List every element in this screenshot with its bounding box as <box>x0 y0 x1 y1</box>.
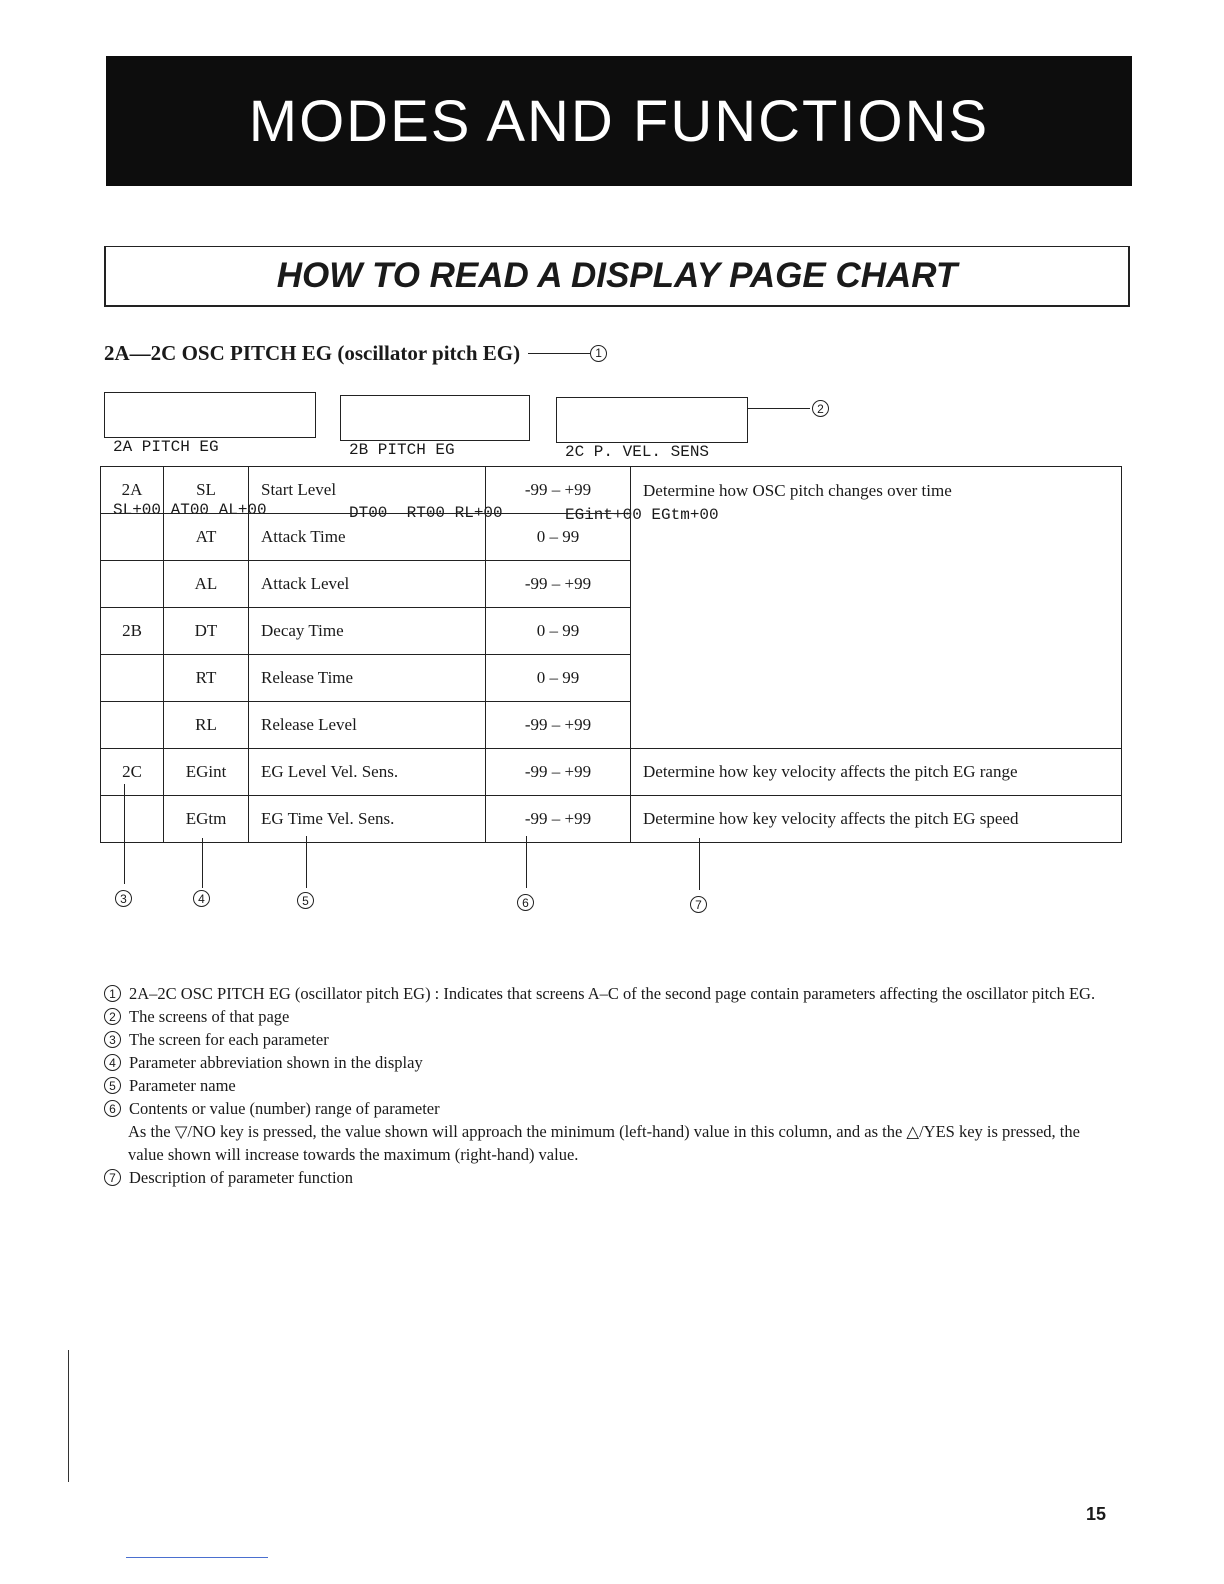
parameter-name-cell: Decay Time <box>249 608 486 655</box>
list-item <box>104 1097 1114 1120</box>
callout-marker: 3 <box>115 890 132 907</box>
callout-marker: 5 <box>104 1077 121 1094</box>
list-item <box>104 982 1114 1005</box>
page-number: 15 <box>1085 1504 1106 1524</box>
screen-cell <box>101 561 164 608</box>
screen-cell <box>101 514 164 561</box>
abbreviation-cell: AT <box>164 514 249 561</box>
callout-marker: 4 <box>104 1054 121 1071</box>
parameter-name-cell: Release Time <box>249 655 486 702</box>
callout-leader-line <box>124 784 125 884</box>
callout-marker: 7 <box>690 896 707 913</box>
callout-marker: 2 <box>812 400 829 417</box>
parameter-group-heading <box>104 336 607 370</box>
abbreviation-cell: SL <box>164 467 249 514</box>
abbreviation-cell: RT <box>164 655 249 702</box>
lcd-line: 2B PITCH EG <box>349 441 455 459</box>
range-cell: -99 – +99 <box>486 796 631 843</box>
screen-cell <box>101 702 164 749</box>
parameter-name-cell: Attack Level <box>249 561 486 608</box>
description-cell: Determine how key velocity affects the pitch EG range <box>631 749 1122 796</box>
screen-cell <box>101 796 164 843</box>
range-cell: 0 – 99 <box>486 608 631 655</box>
list-item <box>104 1051 1114 1074</box>
screen-cell <box>101 655 164 702</box>
page-title: MODES AND FUNCTIONS <box>248 88 990 154</box>
parameter-group-title: 2A—2C OSC PITCH EG (oscillator pitch EG) <box>104 340 521 365</box>
screen-cell: 2C <box>101 749 164 796</box>
table-row <box>101 749 1122 796</box>
table-row <box>101 796 1122 843</box>
table-row <box>101 467 1122 514</box>
abbreviation-cell: RL <box>164 702 249 749</box>
range-cell: -99 – +99 <box>486 702 631 749</box>
callout-marker: 6 <box>517 894 534 911</box>
abbreviation-cell: EGtm <box>164 796 249 843</box>
callout-marker: 1 <box>590 345 607 362</box>
screen-cell: 2B <box>101 608 164 655</box>
note-text: Description of parameter function <box>129 1168 354 1187</box>
range-cell: -99 – +99 <box>486 467 631 514</box>
list-item <box>104 1166 1114 1189</box>
callout-marker: 2 <box>104 1008 121 1025</box>
list-item <box>104 1074 1114 1097</box>
lcd-line: 2C P. VEL. SENS <box>565 443 710 461</box>
range-cell: 0 – 99 <box>486 514 631 561</box>
callout-leader-line <box>699 838 700 890</box>
footer-rule <box>126 1557 268 1558</box>
note-text: Parameter name <box>129 1076 236 1095</box>
page-banner <box>106 56 1132 186</box>
callout-marker: 6 <box>104 1100 121 1117</box>
callout-leader-line <box>306 836 307 888</box>
callout-marker: 4 <box>193 890 210 907</box>
parameter-name-cell: Attack Time <box>249 514 486 561</box>
note-detail: As the ▽/NO key is pressed, the value shown will approach the minimum (left-hand) value in this column, and as the △/YES key is pressed, the value shown will increase towards the maximum (right-hand) value. <box>128 1122 1080 1164</box>
lcd-line: SL+00 AT00 AL+00 <box>113 501 267 519</box>
callout-leader-line <box>526 836 527 888</box>
parameter-name-cell: EG Level Vel. Sens. <box>249 749 486 796</box>
note-text: Contents or value (number) range of parameter <box>129 1099 440 1118</box>
section-title-box <box>104 246 1130 307</box>
lcd-line: 2A PITCH EG <box>113 438 219 456</box>
lcd-line: DT00 RT00 RL+00 <box>349 504 503 522</box>
parameter-chart <box>100 466 1122 843</box>
callout-marker: 5 <box>297 892 314 909</box>
legend-notes <box>104 982 1114 1189</box>
callout-marker: 7 <box>104 1169 121 1186</box>
lcd-display-2b <box>340 395 530 522</box>
section-title: HOW TO READ A DISPLAY PAGE CHART <box>276 256 958 295</box>
note-text: 2A–2C OSC PITCH EG (oscillator pitch EG) : Indicates that screens A–C of the second page contain parameters affecting the oscillator pitch EG. <box>129 984 1096 1003</box>
callout-marker: 1 <box>104 985 121 1002</box>
range-cell: 0 – 99 <box>486 655 631 702</box>
list-item <box>104 1005 1114 1028</box>
lcd-line: EGint+00 EGtm+00 <box>565 506 719 524</box>
callout-leader-line <box>202 838 203 888</box>
range-cell: -99 – +99 <box>486 561 631 608</box>
margin-rule <box>68 1350 69 1482</box>
note-text: Parameter abbreviation shown in the display <box>129 1053 423 1072</box>
parameter-name-cell: Start Level <box>249 467 486 514</box>
callout-marker: 3 <box>104 1031 121 1048</box>
range-cell: -99 – +99 <box>486 749 631 796</box>
note-text: The screen for each parameter <box>129 1030 329 1049</box>
parameter-name-cell: Release Level <box>249 702 486 749</box>
note-text: The screens of that page <box>129 1007 290 1026</box>
list-item <box>104 1028 1114 1051</box>
description-cell: Determine how key velocity affects the pitch EG speed <box>631 796 1122 843</box>
display-leader-line <box>748 408 810 409</box>
abbreviation-cell: EGint <box>164 749 249 796</box>
description-cell: Determine how OSC pitch changes over time <box>631 467 1122 749</box>
abbreviation-cell: AL <box>164 561 249 608</box>
abbreviation-cell: DT <box>164 608 249 655</box>
screen-cell: 2A <box>101 467 164 514</box>
parameter-name-cell: EG Time Vel. Sens. <box>249 796 486 843</box>
heading-leader-line <box>528 353 590 354</box>
